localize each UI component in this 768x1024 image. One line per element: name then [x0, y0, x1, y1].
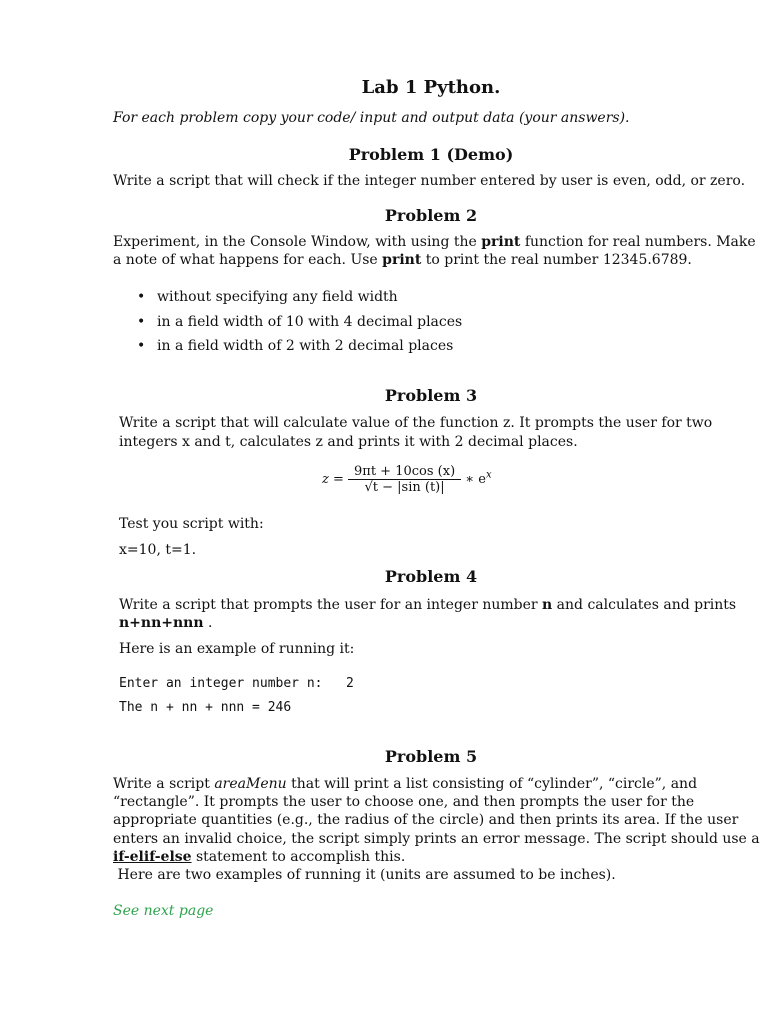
text-run: Write a script: [113, 776, 215, 792]
formula: [322, 464, 492, 495]
test-text: Test you script with:: [119, 516, 264, 532]
bullet-item: [137, 338, 453, 354]
formula-lhs: z =: [322, 472, 344, 487]
console-line-1: Enter an integer number n: 2: [119, 676, 354, 691]
text-run: Write a script that prompts the user for an integer number: [119, 597, 543, 613]
problem-2-line-2: [113, 252, 692, 268]
bold-expression: n+nn+nnn: [119, 615, 204, 631]
bullet-text: in a field width of 2 with 2 decimal places: [157, 338, 454, 354]
problem-5-line-2: “rectangle”. It prompts the user to choose one, and then prompts the user for the: [113, 794, 695, 810]
text-run: statement to accomplish this.: [191, 849, 406, 865]
text-run: a note of what happens for each. Use: [113, 252, 383, 268]
text-run: .: [203, 615, 213, 631]
test-values: x=10, t=1.: [119, 542, 197, 558]
script-name: areaMenu: [214, 776, 287, 792]
page-title: Lab 1 Python.: [361, 77, 501, 98]
formula-rhs: ∗ e: [465, 472, 486, 487]
problem-5-line-5: [113, 849, 405, 865]
problem-5-heading: Problem 5: [384, 747, 478, 766]
bullet-item: [137, 314, 462, 330]
keyword-print: print: [382, 252, 422, 268]
bullet-icon: •: [137, 289, 146, 305]
bullet-item: [137, 289, 398, 305]
problem-4-line-2: [119, 615, 212, 631]
bullet-text: without specifying any field width: [157, 289, 398, 305]
text-run: that will print a list consisting of “cylinder”, “circle”, and: [286, 776, 698, 792]
formula-exponent: x: [485, 469, 492, 481]
keyword-if-elif-else: if-elif-else: [113, 849, 192, 865]
problem-5-line-1: [113, 776, 697, 792]
intro-text: For each problem copy your code/ input and output data (your answers).: [113, 110, 630, 126]
problem-3-heading: Problem 3: [384, 386, 478, 405]
text-run: and calculates and prints: [552, 597, 737, 613]
formula-fraction: [348, 464, 461, 495]
problem-2-line-1: [113, 234, 756, 250]
problem-5-line-6: Here are two examples of running it (units are assumed to be inches).: [113, 867, 616, 883]
text-run: function for real numbers. Make: [520, 234, 756, 250]
problem-1-text: Write a script that will check if the integer number entered by user is even, odd, or zero.: [113, 173, 746, 189]
see-next-page: See next page: [113, 903, 214, 919]
bullet-icon: •: [137, 314, 146, 330]
text-run: to print the real number 12345.6789.: [421, 252, 692, 268]
problem-3-line-2: integers x and t, calculates z and prints it with 2 decimal places.: [119, 434, 578, 450]
keyword-print: print: [481, 234, 521, 250]
problem-2-heading: Problem 2: [384, 206, 478, 225]
problem-5-line-3: appropriate quantities (e.g., the radius of the circle) and then prints its area. If the user: [113, 812, 739, 828]
text-run: Experiment, in the Console Window, with using the: [113, 234, 482, 250]
formula-denominator: √t − |sin (t)|: [348, 479, 461, 495]
bullet-text: in a field width of 10 with 4 decimal places: [157, 314, 463, 330]
bold-n: n: [542, 597, 553, 613]
problem-5-line-4: enters an invalid choice, the script simply prints an error message. The script should use a: [113, 831, 760, 847]
problem-3-line-1: Write a script that will calculate value of the function z. It prompts the user for two: [119, 415, 713, 431]
problem-4-line-1: [119, 597, 736, 613]
formula-numerator: 9πt + 10cos (x): [354, 464, 456, 479]
problem-1-heading: Problem 1 (Demo): [348, 145, 514, 164]
bullet-icon: •: [137, 338, 146, 354]
console-line-2: The n + nn + nnn = 246: [119, 700, 292, 715]
problem-4-heading: Problem 4: [384, 567, 478, 586]
example-intro: Here is an example of running it:: [119, 641, 355, 657]
